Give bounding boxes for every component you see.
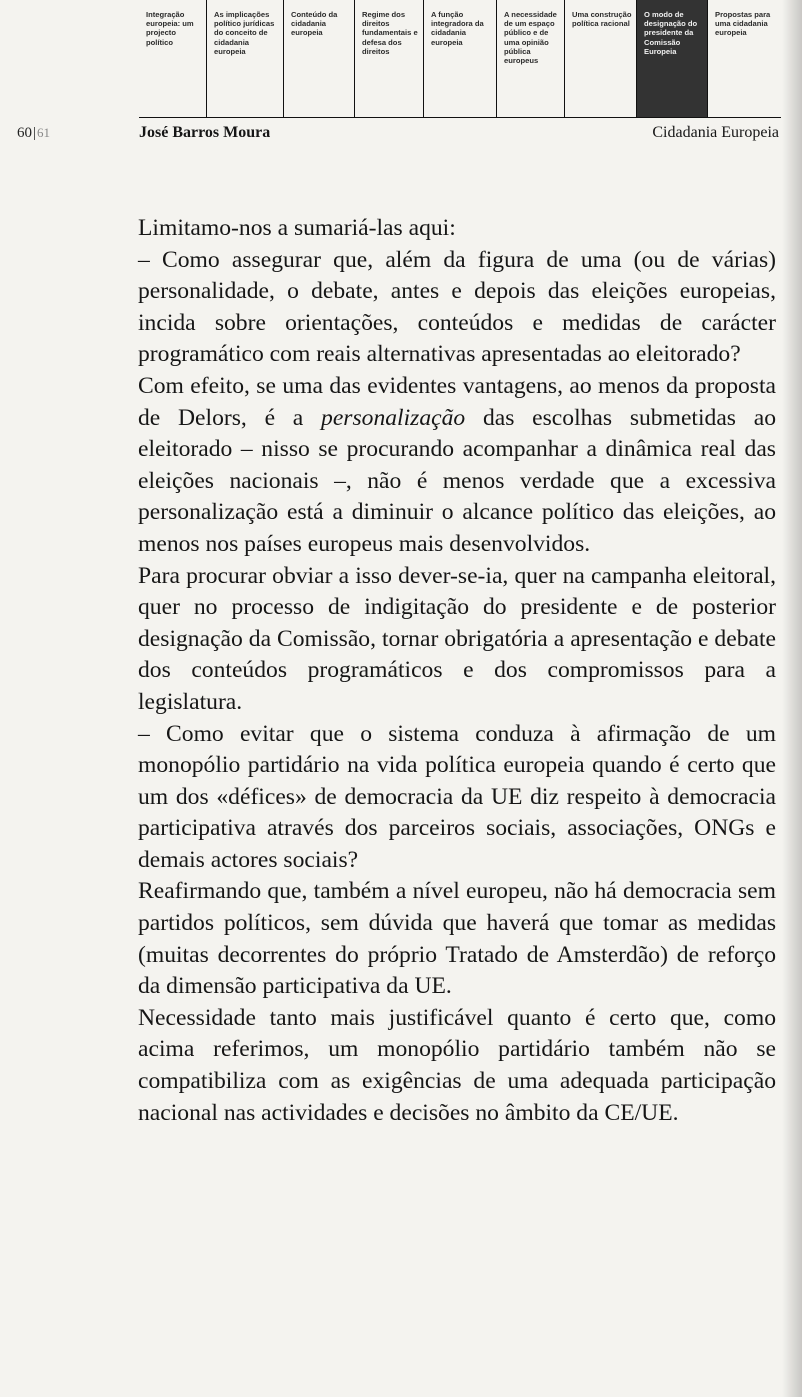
nav-item-modo-designacao-active[interactable]: O modo de designação do presidente da Comissão Europeia xyxy=(637,0,708,117)
nav-item-integracao-europeia[interactable]: Integração europeia: um projecto político xyxy=(139,0,207,117)
page-number-current: 60 xyxy=(17,125,32,141)
body-paragraph-7: Necessidade tanto mais justificável quanto é certo que, como acima referimos, um monopólio partidário também não se compatibiliza com as exigências de uma adequada participação nacional nas actividades e decisões no âmbito da CE/UE. xyxy=(138,1004,776,1126)
nav-item-propostas-cidadania[interactable]: Propostas para uma cidadania europeia xyxy=(715,10,771,38)
nav-item-conteudo-cidadania[interactable]: Conteúdo da cidadania europeia xyxy=(284,0,355,117)
page-number xyxy=(17,125,50,142)
body-paragraph-3 xyxy=(138,371,776,561)
body-paragraph-6: Reafirmando que, também a nível europeu, não há democracia sem partidos políticos, sem dúvida que haverá que tomar as medidas (muitas decorrentes do próprio Tratado de Amsterdão) de reforço da dimensão participativa da UE. xyxy=(138,878,776,1000)
nav-item-espaco-publico[interactable]: A necessidade de um espaço público e de uma opinião pública europeus xyxy=(497,0,565,117)
page-number-separator: | xyxy=(33,125,37,141)
page-number-next: 61 xyxy=(37,125,51,140)
nav-item-funcao-integradora[interactable]: A função integradora da cidadania europeia xyxy=(424,0,497,117)
nav-item-regime-direitos[interactable]: Regime dos direitos fundamentais e defesa dos direitos xyxy=(355,0,424,117)
nav-item-construcao-politica[interactable]: Uma construção política racional xyxy=(565,0,637,117)
page-edge-shadow xyxy=(782,0,802,1397)
body-paragraph-4: Para procurar obviar a isso dever-se-ia, quer na campanha eleitoral, quer no processo de indigitação do presidente e de posterior designação da Comissão, tornar obrigatória a apresentação e debate dos conteúdos programáticos e dos compromissos para a legislatura. xyxy=(138,562,776,715)
body-paragraph-1: Limitamo-nos a sumariá-las aqui: xyxy=(138,215,456,241)
page-body xyxy=(138,213,776,1129)
paragraph-3-text-a: Com efeito, se uma das evidentes vantagens, ao menos da proposta de Delors, é a xyxy=(138,372,776,431)
nav-item-implicacoes-politico-juridicas[interactable]: As implicações político jurídicas do conceito de cidadania europeia xyxy=(207,0,284,117)
body-paragraph-2: – Como assegurar que, além da figura de uma (ou de várias) personalidade, o debate, antes e depois das eleições europeias, incida sobre orientações, conteúdos e medidas de carácter programático com reais alternativas apresentadas ao eleitorado? xyxy=(138,246,776,368)
body-paragraph-5: – Como evitar que o sistema conduza à afirmação de um monopólio partidário na vida política europeia quando é certo que um dos «défices» de democracia da UE diz respeito à democracia participativa através dos parceiros sociais, associações, ONGs e demais actores sociais? xyxy=(138,720,776,873)
running-header-author: José Barros Moura xyxy=(139,124,271,141)
paragraph-3-emphasis: personalização xyxy=(321,404,466,431)
paragraph-3-text-b: das escolhas submetidas ao eleitorado – nisso se procurando acompanhar a dinâmica real das eleições nacionais –, não é menos verdade que a excessiva personalização está a diminuir o alcance político das eleições, ao menos nos países europeus mais desenvolvidos. xyxy=(138,404,777,557)
chapter-navigation-bar xyxy=(139,0,781,118)
running-header-section-title: Cidadania Europeia xyxy=(652,124,779,141)
